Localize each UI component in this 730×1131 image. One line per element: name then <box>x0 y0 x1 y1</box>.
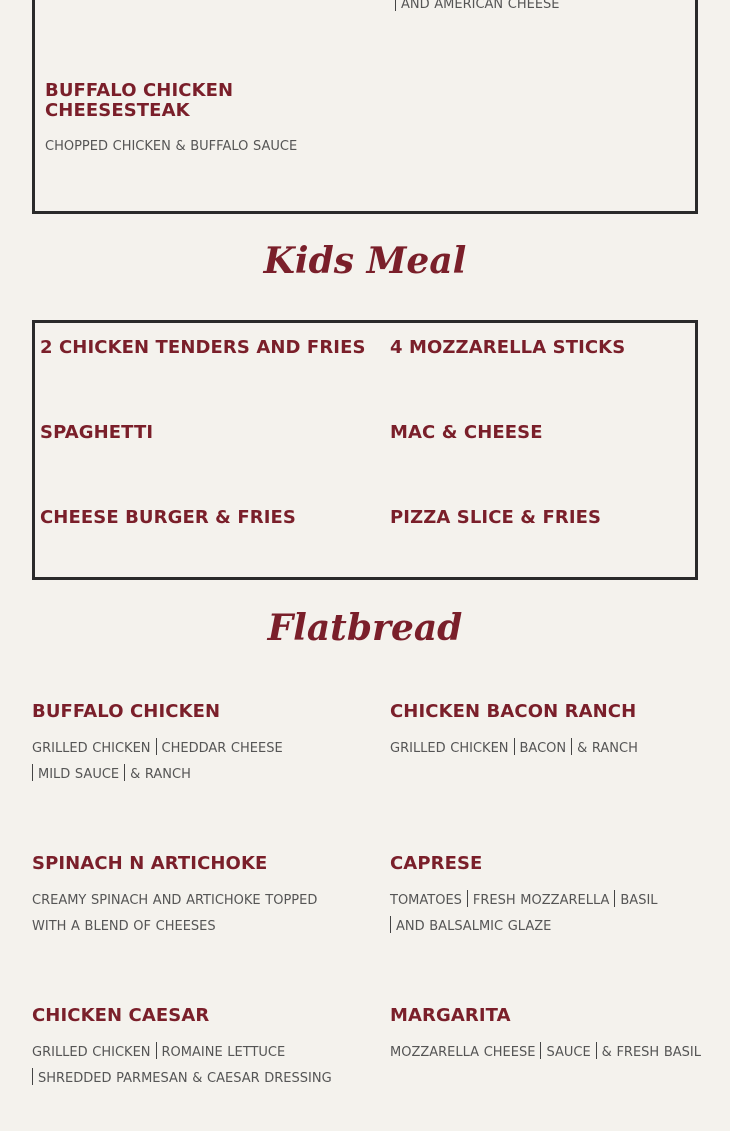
item-desc-buffalo-chicken-cheesesteak: CHOPPED CHICKEN & BUFFALO SAUCE <box>45 139 298 154</box>
flatbread-item-desc: MOZZARELLA CHEESE SAUCE & FRESH BASIL <box>390 1040 725 1066</box>
flatbread-item-title: CHICKEN BACON RANCH <box>390 701 637 722</box>
flatbread-item-title: CAPRESE <box>390 853 483 874</box>
kids-item: SPAGHETTI <box>40 422 154 443</box>
separator <box>514 738 515 755</box>
separator <box>124 764 125 781</box>
flatbread-item-desc: GRILLED CHICKEN ROMAINE LETTUCE SHREDDED PARMESAN & CAESAR DRESSING <box>32 1040 362 1092</box>
item-desc-partial: AND AMERICAN CHEESE <box>390 0 560 18</box>
separator <box>156 1042 157 1059</box>
flatbread-item-title: MARGARITA <box>390 1005 511 1026</box>
kids-item: 4 MOZZARELLA STICKS <box>390 337 626 358</box>
flatbread-item-desc: CREAMY SPINACH AND ARTICHOKE TOPPED WITH A BLEND OF CHEESES <box>32 893 318 934</box>
separator <box>395 0 396 11</box>
flatbread-item-desc: TOMATOES FRESH MOZZARELLA BASIL AND BALSALMIC GLAZE <box>390 888 720 940</box>
flatbread-item-title: CHICKEN CAESAR <box>32 1005 210 1026</box>
separator <box>467 890 468 907</box>
kids-item: 2 CHICKEN TENDERS AND FRIES <box>40 337 366 358</box>
kids-item: MAC & CHEESE <box>390 422 543 443</box>
flatbread-item-desc: GRILLED CHICKEN BACON & RANCH <box>390 736 710 762</box>
item-title-buffalo-chicken-cheesesteak: BUFFALO CHICKEN CHEESESTEAK <box>45 80 234 121</box>
separator <box>571 738 572 755</box>
separator <box>32 1068 33 1085</box>
separator <box>596 1042 597 1059</box>
flatbread-item-title: SPINACH N ARTICHOKE <box>32 853 268 874</box>
flatbread-item-title: BUFFALO CHICKEN <box>32 701 221 722</box>
section-heading-flatbread: Flatbread <box>267 607 463 649</box>
separator <box>156 738 157 755</box>
flatbread-item-desc: GRILLED CHICKEN CHEDDAR CHEESE MILD SAUCE & RANCH <box>32 736 352 788</box>
section-heading-kids-meal: Kids Meal <box>263 240 467 282</box>
separator <box>540 1042 541 1059</box>
separator <box>32 764 33 781</box>
separator <box>390 916 391 933</box>
menu-box-kids-meal <box>32 320 698 580</box>
kids-item: PIZZA SLICE & FRIES <box>390 507 602 528</box>
kids-item: CHEESE BURGER & FRIES <box>40 507 296 528</box>
separator <box>614 890 615 907</box>
